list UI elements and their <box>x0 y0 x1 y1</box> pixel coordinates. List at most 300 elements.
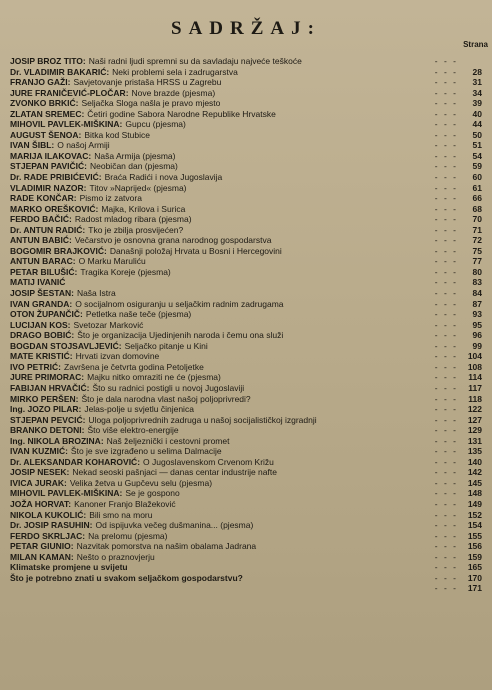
dot-leader: - - - <box>434 583 458 594</box>
toc-entry-text <box>10 140 432 151</box>
entry-author: LUCIJAN KOS: <box>10 319 71 330</box>
toc-entry-text <box>10 193 432 204</box>
dot-leader: - - - <box>434 203 458 214</box>
toc-entry <box>10 404 482 415</box>
entry-page-number: 83 <box>472 277 482 288</box>
dot-leader: - - - <box>434 562 458 573</box>
entry-title: Nove brazde (pjesma) <box>131 87 216 98</box>
dot-leader: - - - <box>434 309 458 320</box>
entry-title: O Jugoslavenskom Crvenom Križu <box>143 456 274 467</box>
toc-entry <box>10 467 482 478</box>
entry-page-number: 95 <box>472 319 482 330</box>
dot-leader: - - - <box>434 129 458 140</box>
entry-author: NIKOLA KUKOLIĆ: <box>10 509 87 520</box>
toc-entry <box>10 320 482 331</box>
toc-entry <box>10 351 482 362</box>
dot-leader: - - - <box>434 520 458 531</box>
toc-entry-text <box>10 520 432 531</box>
entry-author: STJEPAN PAVIČIĆ: <box>10 161 87 172</box>
entry-author: JOŽA HORVAT: <box>10 498 72 509</box>
entry-author: FERDO SKRLJAC: <box>10 530 86 541</box>
entry-page-number: 152 <box>467 509 482 520</box>
entry-author: RADE KONČAR: <box>10 193 77 204</box>
dot-leader: - - - <box>434 477 458 488</box>
toc-entry-text <box>10 541 432 552</box>
entry-author: JOSIP ŠESTAN: <box>10 288 74 299</box>
toc-entry-text <box>10 478 432 489</box>
entry-author: MIRKO PERŠEN: <box>10 393 79 404</box>
entry-page-number: 50 <box>472 129 482 140</box>
dot-leader: - - - <box>434 108 458 119</box>
toc-entry-text <box>10 467 432 478</box>
toc-entry <box>10 415 482 426</box>
entry-title: Gupcu (pjesma) <box>125 119 186 130</box>
dot-leader: - - - <box>434 224 458 235</box>
entry-author: JURE PRIMORAC: <box>10 372 85 383</box>
entry-title: Savjetovanje pristaša HRSS u Zagrebu <box>73 77 222 88</box>
dot-leader: - - - <box>434 193 458 204</box>
entry-author: IVAN KUZMIĆ: <box>10 446 68 457</box>
dot-leader: - - - <box>434 66 458 77</box>
toc-entry <box>10 246 482 257</box>
entry-author: MILAN KAMAN: <box>10 551 74 562</box>
dot-leader: - - - <box>434 425 458 436</box>
toc-entry-text <box>10 510 432 521</box>
toc-entry-text <box>10 320 432 331</box>
toc-entry <box>10 119 482 130</box>
toc-entry <box>10 362 482 373</box>
entry-author: Klimatske promjene u svijetu <box>10 562 128 573</box>
entry-title: Što je dala narodna vlast našoj poljoprivredi? <box>81 393 251 404</box>
entry-title: Jelas-polje u svjetlu činjenica <box>84 404 194 415</box>
entry-author: BOGOMIR BRAJKOVIĆ: <box>10 245 107 256</box>
toc-entry-text <box>10 256 432 267</box>
entry-title: Večarstvo je osnovna grana narodnog gospodarstva <box>74 235 272 246</box>
entry-page-number: 108 <box>467 361 482 372</box>
dot-leader: - - - <box>434 509 458 520</box>
entry-author: MATIJ IVANIĆ <box>10 277 66 288</box>
toc-entry <box>10 457 482 468</box>
entry-title: O socijalnom osiguranju u seljačkim radnim zadrugama <box>75 298 284 309</box>
entry-title: Braća Radići i nova Jugoslavija <box>104 172 223 183</box>
toc-entry <box>10 478 482 489</box>
entry-page-number: 96 <box>472 330 482 341</box>
entry-author: ZLATAN SREMEC: <box>10 108 85 119</box>
entry-page-number: 87 <box>472 298 482 309</box>
toc-entry-text <box>10 267 432 278</box>
dot-leader: - - - <box>434 446 458 457</box>
entry-page-number: 70 <box>472 214 482 225</box>
dot-leader: - - - <box>434 361 458 372</box>
toc-entry <box>10 88 482 99</box>
entry-author: Dr. ALEKSANDAR KOHAROVIĆ: <box>10 456 141 467</box>
entry-title: Titov »Naprijed« (pjesma) <box>89 182 187 193</box>
entry-title: Majku nitko omraziti ne će (pjesma) <box>87 372 221 383</box>
entry-page-number: 129 <box>467 425 482 436</box>
toc-entry-text <box>10 436 432 447</box>
entry-author: MIHOVIL PAVLEK-MIŠKINA: <box>10 119 123 130</box>
entry-author: PETAR GIUNIO: <box>10 541 74 552</box>
toc-entry <box>10 394 482 405</box>
toc-entry-text <box>10 299 432 310</box>
dot-leader: - - - <box>434 256 458 267</box>
entry-title: Hrvati izvan domovine <box>75 351 160 362</box>
toc-entry <box>10 56 482 67</box>
toc-entry <box>10 372 482 383</box>
entry-title: Četiri godine Sabora Narodne Republike Hrvatske <box>87 108 276 119</box>
entry-title: Seljačka Sloga našla je pravo mjesto <box>81 98 221 109</box>
dot-leader: - - - <box>434 56 458 66</box>
entry-title: Se je gospono <box>125 488 180 499</box>
toc-entry-text <box>10 309 432 320</box>
entry-page-number: 170 <box>467 572 482 583</box>
toc-entry <box>10 573 482 584</box>
entry-page-number: 155 <box>467 530 482 541</box>
entry-author: FABIJAN HRVAČIĆ: <box>10 382 90 393</box>
toc-entry-text <box>10 109 432 120</box>
entry-title: Radost mladog ribara (pjesma) <box>74 214 192 225</box>
entry-author: Ing. JOZO PILAR: <box>10 404 82 415</box>
toc-entry-text <box>10 552 432 563</box>
entry-author: MIHOVIL PAVLEK-MIŠKINA: <box>10 488 123 499</box>
page-column-label: Strana <box>463 40 488 49</box>
toc-entry <box>10 520 482 531</box>
toc-entry <box>10 425 482 436</box>
entry-page-number: 84 <box>472 288 482 299</box>
entry-author: PETAR BILUŠIĆ: <box>10 266 78 277</box>
entry-title: Svetozar Marković <box>73 319 144 330</box>
entry-title: Seljačko pitanje u Kini <box>124 340 208 351</box>
toc-entry-text <box>10 246 432 257</box>
entry-author: IVAN ŠIBL: <box>10 140 55 151</box>
toc-entry-text <box>10 583 432 594</box>
toc-entry <box>10 299 482 310</box>
toc-entry <box>10 541 482 552</box>
entry-title: Naša Armija (pjesma) <box>94 150 176 161</box>
entry-author: FRANJO GAŽI: <box>10 77 71 88</box>
toc-entry <box>10 256 482 267</box>
toc-entry-text <box>10 56 432 67</box>
entry-page-number: 61 <box>472 182 482 193</box>
toc-entry-text <box>10 394 432 405</box>
entry-page-number: 44 <box>472 119 482 130</box>
entry-page-number: 118 <box>468 393 482 404</box>
toc-entry <box>10 277 482 288</box>
dot-leader: - - - <box>434 467 458 478</box>
toc-entry <box>10 531 482 542</box>
toc-entry-text <box>10 531 432 542</box>
toc-entry-text <box>10 151 432 162</box>
entry-page-number: 66 <box>472 193 482 204</box>
toc-entry-text <box>10 404 432 415</box>
entry-author: FERDO BAČIĆ: <box>10 214 72 225</box>
dot-leader: - - - <box>434 382 458 393</box>
toc-entry-text <box>10 372 432 383</box>
dot-leader: - - - <box>434 119 458 130</box>
toc-entry <box>10 488 482 499</box>
dot-leader: - - - <box>434 214 458 225</box>
entry-title: Naša Istra <box>76 288 116 299</box>
toc-entry <box>10 267 482 278</box>
entry-title: Naš željeznički i cestovni promet <box>106 435 230 446</box>
entry-title: Što je sve izgrađeno u selima Dalmacije <box>70 446 222 457</box>
entry-author: JURE FRANIČEVIĆ-PLOČAR: <box>10 87 129 98</box>
toc-entry-text <box>10 415 432 426</box>
entry-title: Naši radni ljudi spremni su da savladaju najveće teškoće <box>88 56 302 66</box>
entry-page-number: 145 <box>467 477 482 488</box>
entry-page-number: 71 <box>472 224 482 235</box>
toc-entry <box>10 183 482 194</box>
entry-author: IVAN GRANDA: <box>10 298 73 309</box>
entry-page-number: 72 <box>472 235 482 246</box>
toc-entry <box>10 225 482 236</box>
entry-title: Uloga poljoprivrednih zadruga u našoj socijalističkoj izgradnji <box>88 414 317 425</box>
entry-author: Dr. JOSIP RASUHIN: <box>10 520 93 531</box>
toc-entry-text <box>10 330 432 341</box>
toc-entry <box>10 172 482 183</box>
dot-leader: - - - <box>434 77 458 88</box>
toc-entry <box>10 151 482 162</box>
entry-title: Tragika Koreje (pjesma) <box>80 266 171 277</box>
entry-author: Dr. RADE PRIBIĆEVIĆ: <box>10 172 102 183</box>
dot-leader: - - - <box>434 351 458 362</box>
toc-entry-text <box>10 88 432 99</box>
entry-author: ANTUN BABIĆ: <box>10 235 72 246</box>
entry-title: Majka, Krilova i Surica <box>101 203 186 214</box>
entry-author: ZVONKO BRKIĆ: <box>10 98 79 109</box>
toc-entry-text <box>10 446 432 457</box>
entry-page-number: 99 <box>472 340 482 351</box>
toc-entry <box>10 130 482 141</box>
toc-entry-text <box>10 351 432 362</box>
entry-title: Kanoner Franjo Blažeković <box>74 498 176 509</box>
entry-title: Velika žetva u Gupčevu selu (pjesma) <box>69 477 213 488</box>
entry-author: BRANKO DETONI: <box>10 425 85 436</box>
toc-entry-text <box>10 288 432 299</box>
toc-entry <box>10 436 482 447</box>
entry-author: Dr. ANTUN RADIĆ: <box>10 224 86 235</box>
entry-page-number: 104 <box>467 351 482 362</box>
entry-page-number: 59 <box>472 161 482 172</box>
toc-entry-text <box>10 161 432 172</box>
entry-page-number: 40 <box>472 108 482 119</box>
entry-page-number: 51 <box>472 140 482 151</box>
entry-author: IVO PETRIĆ: <box>10 361 62 372</box>
dot-leader: - - - <box>434 530 458 541</box>
toc-entry-text <box>10 204 432 215</box>
dot-leader: - - - <box>434 488 458 499</box>
entry-page-number: 127 <box>467 414 482 425</box>
toc-entry-text <box>10 183 432 194</box>
toc-entry <box>10 161 482 172</box>
toc-entry <box>10 446 482 457</box>
dot-leader: - - - <box>434 404 458 415</box>
dot-leader: - - - <box>434 161 458 172</box>
entry-page-number: 159 <box>467 551 482 562</box>
dot-leader: - - - <box>434 551 458 562</box>
entry-author: OTON ŽUPANČIČ: <box>10 309 83 320</box>
entry-page-number: 77 <box>472 256 482 267</box>
entry-author: JOSIP NESEK: <box>10 467 70 478</box>
entry-title: Završena je četvrta godina Petoljetke <box>64 361 204 372</box>
toc-entry <box>10 552 482 563</box>
entry-title: Neki problemi sela i zadrugarstva <box>112 66 238 77</box>
entry-title: Na prelomu (pjesma) <box>88 530 168 541</box>
dot-leader: - - - <box>434 87 458 98</box>
dot-leader: - - - <box>434 372 458 383</box>
entry-title: Nazvitak pomorstva na našim obalama Jadrana <box>76 541 257 552</box>
toc-entry <box>10 383 482 394</box>
entry-page-number: 149 <box>467 498 482 509</box>
dot-leader: - - - <box>434 266 458 277</box>
entry-title: Nešto o praznovjerju <box>76 551 155 562</box>
entry-author: Dr. VLADIMIR BAKARIĆ: <box>10 66 110 77</box>
entry-title: Nekad seoski pašnjaci — danas centar industrije nafte <box>72 467 277 478</box>
entry-page-number: 80 <box>472 266 482 277</box>
entry-author: AUGUST ŠENOA: <box>10 129 82 140</box>
dot-leader: - - - <box>434 572 458 583</box>
dot-leader: - - - <box>434 98 458 109</box>
entry-page-number: 122 <box>467 404 482 415</box>
toc-entry <box>10 499 482 510</box>
entry-page-number: 154 <box>467 520 482 531</box>
toc-entry-text <box>10 562 432 573</box>
dot-leader: - - - <box>434 393 458 404</box>
entry-author: Što je potrebno znati u svakom seljačkom gospodarstvu? <box>10 572 243 583</box>
toc-entry-text <box>10 130 432 141</box>
toc-entry-text <box>10 488 432 499</box>
toc-entry-text <box>10 277 432 288</box>
dot-leader: - - - <box>434 172 458 183</box>
toc-entry <box>10 288 482 299</box>
toc-entry-text <box>10 67 432 78</box>
entry-page-number: 165 <box>467 562 482 573</box>
toc-entry <box>10 98 482 109</box>
entry-page-number: 148 <box>467 488 482 499</box>
entry-author: STJEPAN PEVCIĆ: <box>10 414 86 425</box>
dot-leader: - - - <box>434 182 458 193</box>
entry-title: Petletka naše teče (pjesma) <box>85 309 192 320</box>
entry-title: Neobičan dan (pjesma) <box>89 161 178 172</box>
entry-page-number: 31 <box>472 77 482 88</box>
dot-leader: - - - <box>434 414 458 425</box>
toc-entry-text <box>10 383 432 394</box>
dot-leader: - - - <box>434 235 458 246</box>
dot-leader: - - - <box>434 498 458 509</box>
entry-page-number: 60 <box>472 172 482 183</box>
entry-author: DRAGO BOBIĆ: <box>10 330 75 341</box>
entry-page-number: 131 <box>467 435 482 446</box>
toc-entry-text <box>10 98 432 109</box>
toc-entry <box>10 341 482 352</box>
entry-title: Bitka kod Stubice <box>84 129 150 140</box>
entry-page-number: 68 <box>472 203 482 214</box>
entry-author: ANTUN BARAC: <box>10 256 76 267</box>
entry-page-number: 28 <box>472 66 482 77</box>
dot-leader: - - - <box>434 277 458 288</box>
entry-author: VLADIMIR NAZOR: <box>10 182 87 193</box>
toc-entry-text <box>10 119 432 130</box>
entry-page-number: 34 <box>472 87 482 98</box>
toc-entry <box>10 510 482 521</box>
entry-author: MATE KRISTIĆ: <box>10 351 73 362</box>
toc-entry-text <box>10 341 432 352</box>
dot-leader: - - - <box>434 319 458 330</box>
entry-title: Što je organizacija Ujedinjenih naroda i čemu ona služi <box>77 330 284 341</box>
entry-page-number: 117 <box>468 382 482 393</box>
dot-leader: - - - <box>434 340 458 351</box>
toc-entry-text <box>10 425 432 436</box>
toc-entry-text <box>10 214 432 225</box>
entry-author: BOGDAN STOJSAVLJEVIĆ: <box>10 340 122 351</box>
toc-entry <box>10 235 482 246</box>
entry-page-number: 156 <box>467 541 482 552</box>
entry-title: Tko je zbilja prosvijećen? <box>88 224 184 235</box>
entry-title: Što više elektro-energije <box>87 425 179 436</box>
toc-list <box>10 56 482 594</box>
dot-leader: - - - <box>434 330 458 341</box>
toc-entry-text <box>10 172 432 183</box>
toc-entry <box>10 67 482 78</box>
toc-entry-text <box>10 235 432 246</box>
toc-entry <box>10 583 482 594</box>
dot-leader: - - - <box>434 435 458 446</box>
toc-entry-text <box>10 457 432 468</box>
entry-author: JOSIP BROZ TITO: <box>10 56 86 66</box>
entry-page-number: 135 <box>467 446 482 457</box>
toc-entry <box>10 330 482 341</box>
toc-entry <box>10 193 482 204</box>
toc-entry-text <box>10 362 432 373</box>
dot-leader: - - - <box>434 288 458 299</box>
toc-entry <box>10 562 482 573</box>
toc-entry-text <box>10 573 432 584</box>
toc-entry <box>10 204 482 215</box>
entry-title: Bili smo na moru <box>89 509 153 520</box>
entry-title: Današnji položaj Hrvata u Bosni i Hercegovini <box>109 245 282 256</box>
entry-title: Od ispijuvka večeg dušmanina... (pjesma) <box>95 520 254 531</box>
entry-page-number: 142 <box>467 467 482 478</box>
entry-author: Ing. NIKOLA BROZINA: <box>10 435 104 446</box>
dot-leader: - - - <box>434 456 458 467</box>
dot-leader: - - - <box>434 298 458 309</box>
entry-title: Pismo iz zatvora <box>79 193 142 204</box>
page-title: SADRŽAJ: <box>171 18 321 39</box>
dot-leader: - - - <box>434 541 458 552</box>
entry-author: MARIJA ILAKOVAC: <box>10 150 92 161</box>
toc-entry <box>10 109 482 120</box>
entry-title: O Marku Maruliću <box>78 256 146 267</box>
entry-author: MARKO OREŠKOVIĆ: <box>10 203 99 214</box>
toc-entry <box>10 140 482 151</box>
entry-page-number: 75 <box>472 245 482 256</box>
toc-entry-text <box>10 77 432 88</box>
toc-entry-text <box>10 499 432 510</box>
entry-page-number: 171 <box>467 583 482 594</box>
dot-leader: - - - <box>434 140 458 151</box>
dot-leader: - - - <box>434 245 458 256</box>
entry-title: O našoj Armiji <box>57 140 110 151</box>
toc-entry <box>10 309 482 320</box>
entry-page-number: 114 <box>468 372 482 383</box>
entry-title: Što su radnici postigli u novoj Jugoslaviji <box>92 382 245 393</box>
toc-entry <box>10 77 482 88</box>
entry-page-number: 140 <box>467 456 482 467</box>
entry-page-number: 93 <box>472 309 482 320</box>
entry-page-number: 54 <box>472 150 482 161</box>
entry-page-number: 39 <box>472 98 482 109</box>
toc-entry <box>10 214 482 225</box>
